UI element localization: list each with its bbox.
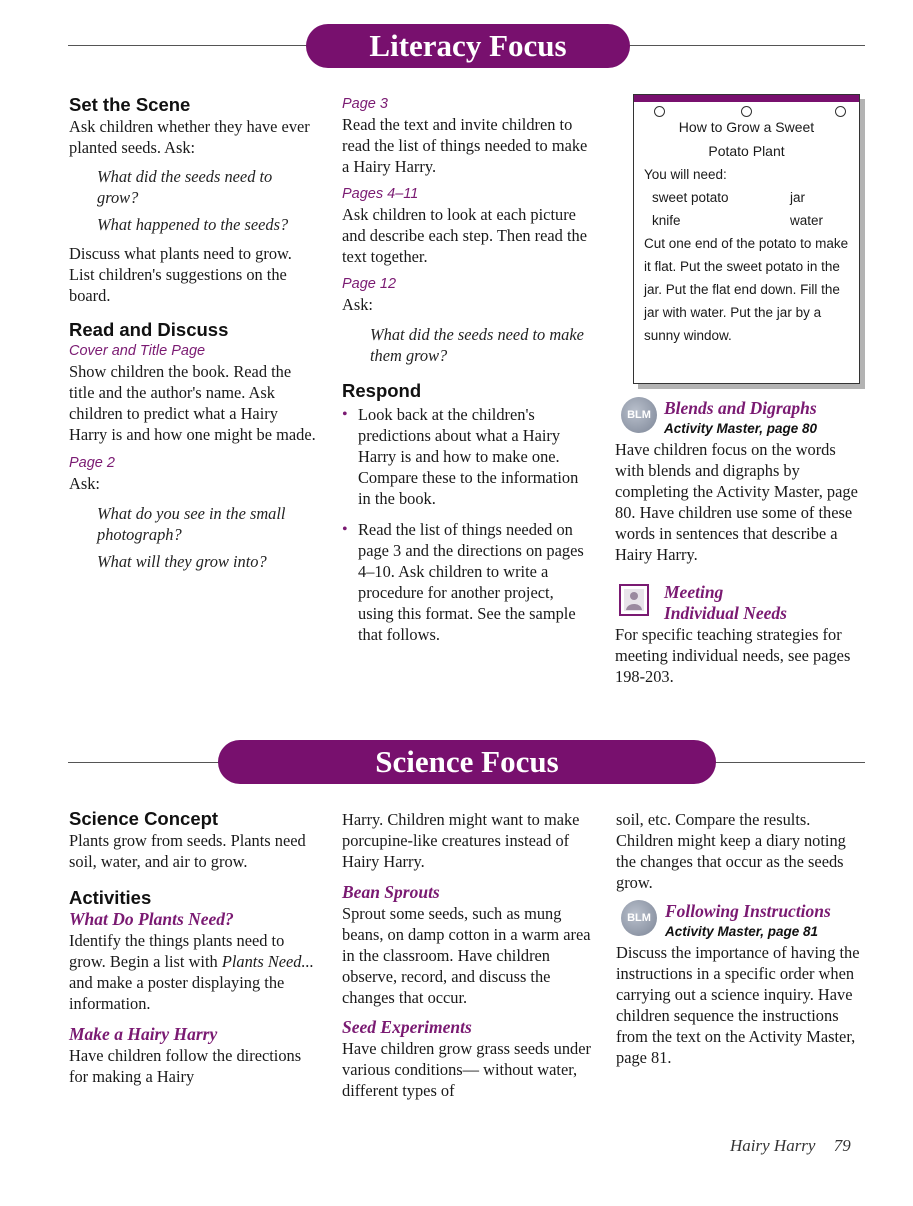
make-hairy-harry-heading: Make a Hairy Harry <box>69 1024 218 1044</box>
meeting-section <box>615 582 865 687</box>
blm-icon: BLM <box>621 397 657 433</box>
activities-heading: Activities <box>69 887 152 908</box>
page-3-text: Read the text and invite children to read the list of things needed to make a Hairy Harry. <box>342 115 588 176</box>
read-discuss-text: Show children the book. Read the title and the author's name. Ask children to predict what a Hairy Harry is and how one might be made. <box>69 362 316 444</box>
page-2-question-1: What do you see in the small photograph? <box>97 504 286 544</box>
science-column-1 <box>69 808 319 1087</box>
literacy-column-1 <box>69 94 319 572</box>
set-scene-question-1: What did the seeds need to grow? <box>97 167 273 207</box>
make-hairy-harry-text: Have children follow the directions for making a Hairy <box>69 1046 302 1086</box>
set-scene-text: Ask children whether they have ever planted seeds. Ask: <box>69 117 310 157</box>
page-12-ask: Ask: <box>342 295 373 314</box>
blends-section <box>615 398 865 565</box>
science-focus-banner: Science Focus <box>218 740 716 784</box>
science-column-2 <box>342 809 594 1101</box>
meeting-text: For specific teaching strategies for meeting individual needs, see pages 198-203. <box>615 625 851 686</box>
meeting-heading-1: Meeting <box>664 582 724 602</box>
what-do-plants-need-heading: What Do Plants Need? <box>69 909 234 929</box>
following-instructions-heading: Following Instructions <box>665 901 831 921</box>
page-footer <box>730 1136 851 1156</box>
blends-activity-master: Activity Master, page 80 <box>664 421 818 436</box>
science-column-3 <box>616 809 866 893</box>
card-top-bar <box>634 95 859 102</box>
page-12-subheading: Page 12 <box>342 276 397 292</box>
set-scene-heading: Set the Scene <box>69 94 191 115</box>
respond-bullet-2: • Read the list of things needed on page 3 and the directions on pages 4–10. Ask children to write a procedure for another project, using this format. See the sample that follows. <box>342 519 592 645</box>
blm-icon: BLM <box>621 900 657 936</box>
following-instructions-section <box>616 901 866 1068</box>
mid-rule-left <box>68 762 220 763</box>
blends-text: Have children focus on the words with blends and digraphs by completing the Activity Master, page 80. Have children use some of these words in sentences that describe a Hairy Harry. <box>615 440 858 564</box>
cover-title-page-subheading: Cover and Title Page <box>69 343 206 359</box>
set-scene-text-2: Discuss what plants need to grow. List children's suggestions on the board. <box>69 244 292 305</box>
page-3-subheading: Page 3 <box>342 96 388 112</box>
seed-experiments-heading: Seed Experiments <box>342 1017 472 1037</box>
science-concept-text: Plants grow from seeds. Plants need soil, water, and air to grow. <box>69 831 306 871</box>
mid-rule-right <box>714 762 865 763</box>
card-title-line-2: Potato Plant <box>708 143 785 159</box>
page-12-question: What did the seeds need to make them grow? <box>370 325 584 365</box>
card-body: Cut one end of the potato to make it flat. Put the sweet potato in the jar. Put the flat end down. Fill the jar with water. Put the jar by a sunny window. <box>644 236 849 343</box>
top-rule-right <box>628 45 865 46</box>
science-concept-heading: Science Concept <box>69 808 219 829</box>
bean-sprouts-text: Sprout some seeds, such as mung beans, on damp cotton in a warm area in the classroom. Have children observe, record, and discuss the changes that occur. <box>342 904 591 1007</box>
hairy-harry-continued-text: Harry. Children might want to make porcupine-like creatures instead of Hairy Harry. <box>342 810 580 871</box>
blends-heading: Blends and Digraphs <box>664 398 817 418</box>
pages-4-11-subheading: Pages 4–11 <box>342 186 419 202</box>
literacy-column-2 <box>342 94 592 645</box>
respond-bullet-1: • Look back at the children's predictions about what a Hairy Harry is and how to make one. Compare these to the information in the book. <box>342 404 592 509</box>
what-do-plants-need-text: Identify the things plants need to grow. Begin a list with Plants Need... and make a poster displaying the information. <box>69 931 314 1013</box>
card-title-line-1: How to Grow a Sweet <box>678 119 815 135</box>
set-scene-question-2: What happened to the seeds? <box>97 215 289 234</box>
seed-experiments-continued-text: soil, etc. Compare the results. Children might keep a diary noting the changes that occur as the seeds grow. <box>616 810 846 892</box>
page-2-subheading: Page 2 <box>69 455 115 471</box>
page-2-question-2: What will they grow into? <box>97 552 267 571</box>
meeting-heading-2: Individual Needs <box>664 603 787 623</box>
card-item: jar <box>790 190 806 205</box>
seed-experiments-text: Have children grow grass seeds under various conditions— without water, different types of <box>342 1039 591 1100</box>
card-item: knife <box>652 213 681 228</box>
footer-book-title: Hairy Harry <box>730 1136 816 1155</box>
pages-4-11-text: Ask children to look at each picture and describe each step. Then read the text together. <box>342 205 587 266</box>
card-item: sweet potato <box>652 190 729 205</box>
following-instructions-text: Discuss the importance of having the instructions in a specific order when carrying out a science inquiry. Have children sequence the instructions from the text on the Activity Master, page 81. <box>616 943 860 1067</box>
read-discuss-heading: Read and Discuss <box>69 319 229 340</box>
top-rule-left <box>68 45 308 46</box>
card-need-label: You will need: <box>644 167 727 182</box>
card-item: water <box>790 213 824 228</box>
sample-procedure-card <box>633 94 860 384</box>
footer-page-number: 79 <box>833 1136 851 1155</box>
following-activity-master: Activity Master, page 81 <box>665 924 819 939</box>
page-2-ask: Ask: <box>69 474 100 493</box>
respond-list <box>342 404 592 645</box>
respond-heading: Respond <box>342 380 422 401</box>
literacy-focus-banner: Literacy Focus <box>306 24 630 68</box>
bean-sprouts-heading: Bean Sprouts <box>342 882 440 902</box>
